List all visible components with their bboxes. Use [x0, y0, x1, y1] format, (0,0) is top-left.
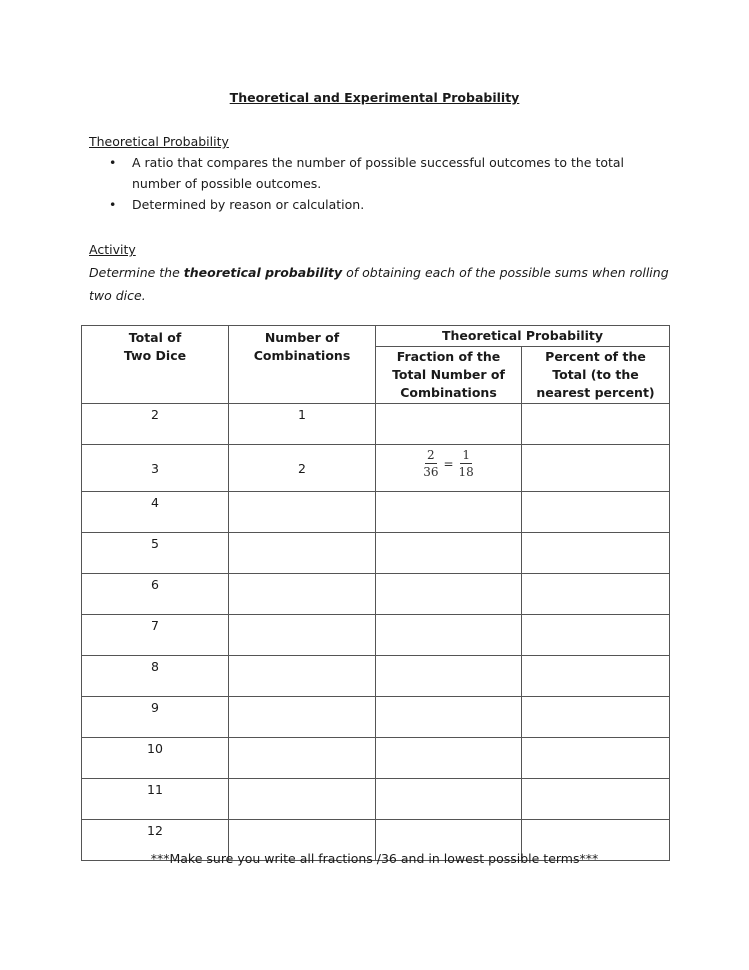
cell-fraction[interactable]	[376, 738, 522, 779]
header-number-of-combinations: Number of Combinations	[229, 326, 376, 404]
cell-fraction[interactable]	[376, 779, 522, 820]
cell-combinations[interactable]	[229, 533, 376, 574]
cell-combinations[interactable]: 1	[229, 404, 376, 445]
header-total-of-two-dice: Total of Two Dice	[82, 326, 229, 404]
cell-fraction[interactable]	[376, 697, 522, 738]
cell-total: 4	[82, 492, 229, 533]
activity-instruction: Determine the theoretical probability of obtaining each of the possible sums when rolling two dice.	[89, 265, 669, 303]
cell-fraction[interactable]	[376, 445, 522, 492]
cell-percent[interactable]	[522, 445, 670, 492]
cell-total: 7	[82, 615, 229, 656]
probability-table	[81, 325, 670, 861]
cell-fraction[interactable]	[376, 615, 522, 656]
header-theoretical-probability: Theoretical Probability	[376, 326, 670, 347]
bullet-icon: •	[109, 155, 117, 170]
cell-fraction[interactable]	[376, 656, 522, 697]
table-row	[82, 656, 670, 697]
cell-total: 2	[82, 404, 229, 445]
header-fraction: Fraction of the Total Number of Combinations	[376, 347, 522, 404]
table-row	[82, 697, 670, 738]
footer-note: ***Make sure you write all fractions /36 and in lowest possible terms***	[150, 851, 599, 866]
cell-fraction[interactable]	[376, 492, 522, 533]
table-row	[82, 779, 670, 820]
section-heading-activity: Activity	[89, 242, 136, 257]
cell-total: 5	[82, 533, 229, 574]
cell-percent[interactable]	[522, 697, 670, 738]
table-row	[82, 574, 670, 615]
table-row	[82, 492, 670, 533]
cell-total: 9	[82, 697, 229, 738]
bullet-icon: •	[109, 197, 117, 212]
definition-list	[89, 152, 669, 215]
cell-total: 11	[82, 779, 229, 820]
cell-percent[interactable]	[522, 404, 670, 445]
cell-fraction[interactable]	[376, 574, 522, 615]
table-row	[82, 738, 670, 779]
emphasis-theoretical-probability: theoretical probability	[183, 265, 343, 280]
cell-percent[interactable]	[522, 533, 670, 574]
cell-combinations[interactable]	[229, 615, 376, 656]
cell-combinations[interactable]	[229, 779, 376, 820]
cell-total: 10	[82, 738, 229, 779]
table-row	[82, 445, 670, 492]
cell-combinations[interactable]	[229, 738, 376, 779]
page-title: Theoretical and Experimental Probability	[229, 90, 520, 105]
cell-total: 6	[82, 574, 229, 615]
cell-total: 8	[82, 656, 229, 697]
table-row	[82, 533, 670, 574]
fraction-example: $\frac{2}{36}$ = $\frac{1}{18}$	[423, 448, 474, 479]
cell-combinations[interactable]: 2	[229, 445, 376, 492]
cell-fraction[interactable]	[376, 404, 522, 445]
cell-total: 12	[82, 820, 229, 861]
cell-combinations[interactable]	[229, 492, 376, 533]
cell-total: 3	[82, 445, 229, 492]
table-row	[82, 615, 670, 656]
cell-percent[interactable]	[522, 738, 670, 779]
cell-percent[interactable]	[522, 779, 670, 820]
section-heading-theoretical: Theoretical Probability	[89, 134, 229, 149]
cell-combinations[interactable]	[229, 697, 376, 738]
cell-percent[interactable]	[522, 492, 670, 533]
cell-percent[interactable]	[522, 656, 670, 697]
table-row	[82, 404, 670, 445]
cell-percent[interactable]	[522, 574, 670, 615]
cell-fraction[interactable]	[376, 533, 522, 574]
definition-bullet: • A ratio that compares the number of possible successful outcomes to the total number of possible outcomes.	[89, 152, 669, 194]
header-percent: Percent of the Total (to the nearest percent)	[522, 347, 670, 404]
cell-combinations[interactable]	[229, 656, 376, 697]
cell-combinations[interactable]	[229, 574, 376, 615]
cell-percent[interactable]	[522, 615, 670, 656]
definition-bullet: • Determined by reason or calculation.	[89, 194, 669, 215]
